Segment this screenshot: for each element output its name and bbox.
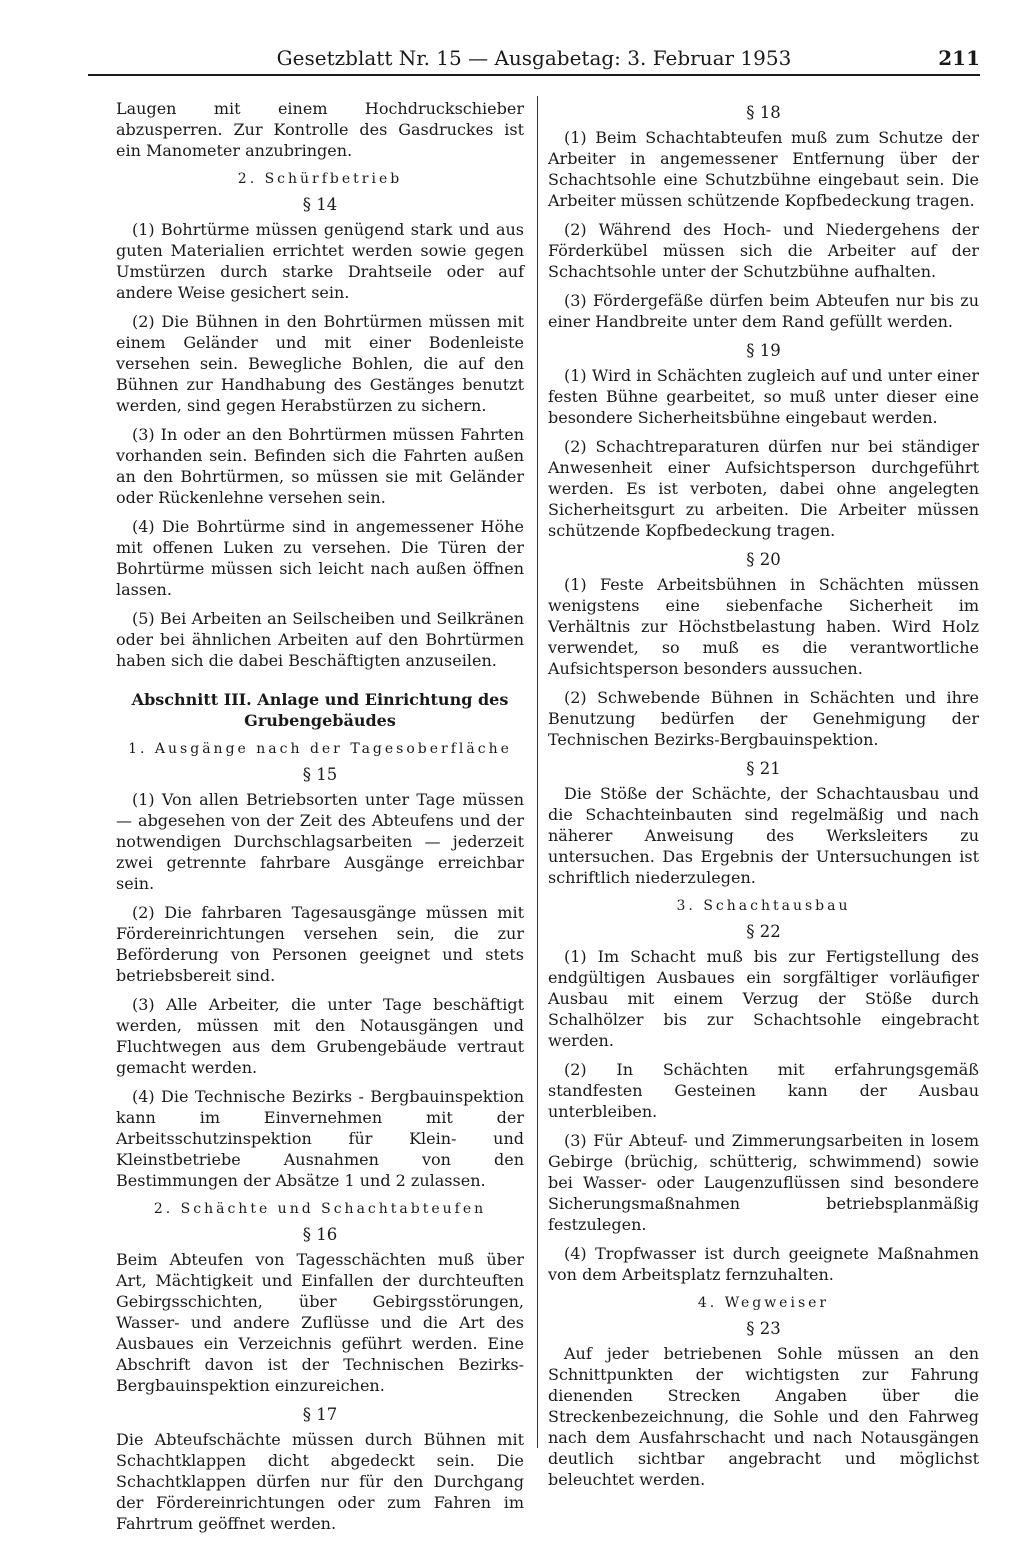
abschnitt-3-line-1: Abschnitt III. Anlage und Einrichtung des: [131, 690, 509, 709]
column-divider: [537, 96, 538, 1448]
right-column: [548, 98, 979, 1498]
paragraph-21: Die Stöße der Schächte, der Schachtausbau und die Schachteinbauten sind regelmäßig und nach näherer Anweisung des Werksleiters zu untersuchen. Das Ergebnis der Untersuchungen ist schriftlich niederzulegen.: [548, 784, 979, 887]
paragraph-20-1: (1) Feste Arbeitsbühnen in Schächten müssen wenigstens eine siebenfache Sicherheit im Verhältnis zur Höchstbelastung haben. Wird Holz verwendet, so muß es die verantwortliche Aufsichtsperson besonders aussuchen.: [548, 575, 979, 678]
section-21-heading: § 21: [746, 759, 781, 778]
page-number: 211: [938, 46, 980, 70]
header-rule: [88, 74, 980, 76]
page-header: [88, 44, 980, 72]
paragraph-15-2: (2) Die fahrbaren Tagesausgänge müssen mit Fördereinrichtungen versehen sein, die zur Beförderung von Personen geeignet und stets betriebsbereit sind.: [116, 903, 524, 985]
paragraph-14-5: (5) Bei Arbeiten an Seilscheiben und Seilkränen oder bei ähnlichen Arbeiten auf den Bohrtürmen haben sich die dabei Beschäftigten anzuseilen.: [116, 609, 524, 670]
section-20-heading: § 20: [746, 550, 781, 569]
abschnitt-3-heading: [116, 689, 524, 731]
paragraph-continuation: Laugen mit einem Hochdruckschieber abzusperren. Zur Kontrolle des Gasdruckes ist ein Manometer anzubringen.: [116, 99, 524, 160]
subheading-wegweiser: 4. Wegweiser: [697, 1295, 830, 1311]
header-title: Gesetzblatt Nr. 15 — Ausgabetag: 3. Februar 1953: [276, 46, 792, 70]
section-19-heading: § 19: [746, 341, 781, 360]
paragraph-19-2: (2) Schachtreparaturen dürfen nur bei ständiger Anwesenheit einer Aufsichtsperson durchgeführt werden. Es ist verboten, dabei ohne angelegten Sicherheitsgurt zu arbeiten. Die Arbeiter müssen schützende Kopfbedeckung tragen.: [548, 437, 979, 540]
paragraph-14-2: (2) Die Bühnen in den Bohrtürmen müssen mit einem Geländer und mit einer Bodenleiste versehen sein. Bewegliche Bohlen, die auf den Bühnen zur Handhabung des Gestänges benutzt werden, sind gegen Herabstürzen zu sichern.: [116, 312, 524, 415]
paragraph-22-3: (3) Für Abteuf- und Zimmerungsarbeiten in losem Gebirge (brüchig, schütterig, schwimmend) sowie bei Wasser- oder Laugenzuflüssen sind besondere Sicherungsmaßnahmen betriebsplanmäßig festzulegen.: [548, 1131, 979, 1234]
paragraph-22-2: (2) In Schächten mit erfahrungsgemäß standfesten Gesteinen kann der Ausbau unterbleiben.: [548, 1060, 979, 1121]
section-14-heading: § 14: [302, 195, 338, 214]
paragraph-22-4: (4) Tropfwasser ist durch geeignete Maßnahmen von dem Arbeitsplatz fernzuhalten.: [548, 1244, 979, 1284]
section-18-heading: § 18: [746, 103, 781, 122]
subheading-schuerfbetrieb: 2. Schürfbetrieb: [237, 171, 403, 187]
paragraph-15-1: (1) Von allen Betriebsorten unter Tage müssen — abgesehen von der Zeit des Abteufens und der notwendigen Durchschlagsarbeiten — jederzeit zwei getrennte fahrbare Ausgänge erreichbar sein.: [116, 790, 524, 893]
section-17-heading: § 17: [302, 1405, 338, 1424]
section-22-heading: § 22: [746, 922, 781, 941]
paragraph-18-1: (1) Beim Schachtabteufen muß zum Schutze der Arbeiter in angemessener Entfernung über der Schachtsohle eine Schutzbühne eingebaut sein. Die Arbeiter müssen schützende Kopfbedeckung tragen.: [548, 128, 979, 210]
paragraph-15-4: (4) Die Technische Bezirks - Bergbauinspektion kann im Einvernehmen mit der Arbeitsschutzinspektion für Klein- und Kleinstbetriebe Ausnahmen von den Bestimmungen der Absätze 1 und 2 zulassen.: [116, 1087, 524, 1190]
paragraph-14-3: (3) In oder an den Bohrtürmen müssen Fahrten vorhanden sein. Befinden sich die Fahrten außen an den Bohrtürmen, so müssen sie mit Geländer oder Rückenlehne versehen sein.: [116, 425, 524, 507]
paragraph-14-1: (1) Bohrtürme müssen genügend stark und aus guten Materialien errichtet werden sowie gegen Umstürzen durch starke Drahtseile oder auf andere Weise gesichert sein.: [116, 220, 524, 302]
section-15-heading: § 15: [302, 765, 338, 784]
paragraph-18-2: (2) Während des Hoch- und Niedergehens der Förderkübel müssen sich die Arbeiter auf der Schachtsohle unter der Schutzbühne aufhalten.: [548, 220, 979, 281]
paragraph-19-1: (1) Wird in Schächten zugleich auf und unter einer festen Bühne gearbeitet, so muß unter dieser eine besondere Sicherheitsbühne eingebaut werden.: [548, 366, 979, 427]
subheading-ausgaenge: 1. Ausgänge nach der Tagesoberfläche: [128, 741, 512, 757]
subheading-schachtausbau: 3. Schachtausbau: [676, 898, 851, 914]
abschnitt-3-line-2: Grubengebäudes: [244, 711, 396, 730]
subheading-schaechte: 2. Schächte und Schachtabteufen: [153, 1201, 487, 1217]
paragraph-18-3: (3) Fördergefäße dürfen beim Abteufen nur bis zu einer Handbreite unter dem Rand gefüllt werden.: [548, 291, 979, 331]
paragraph-15-3: (3) Alle Arbeiter, die unter Tage beschäftigt werden, müssen mit den Notausgängen und Fluchtwegen aus dem Grubengebäude vertraut gemacht werden.: [116, 995, 524, 1077]
section-23-heading: § 23: [746, 1319, 781, 1338]
paragraph-16: Beim Abteufen von Tagesschächten muß über Art, Mächtigkeit und Einfallen der durchteuften Gebirgsschichten, über Gebirgsstörungen, Wasser- und andere Zuflüsse und die Art des Ausbaues ein Verzeichnis geführt werden. Eine Abschrift davon ist der Technischen Bezirks-Bergbauinspektion einzureichen.: [116, 1250, 524, 1395]
section-16-heading: § 16: [302, 1225, 338, 1244]
left-column: [116, 98, 524, 1542]
paragraph-14-4: (4) Die Bohrtürme sind in angemessener Höhe mit offenen Luken zu versehen. Die Türen der Bohrtürme müssen sich leicht nach außen öffnen lassen.: [116, 517, 524, 599]
paragraph-17: Die Abteufschächte müssen durch Bühnen mit Schachtklappen dicht abgedeckt sein. Die Schachtklappen dürfen nur für den Durchgang der Fördereinrichtungen oder zum Fahren im Fahrtrum geöffnet werden.: [116, 1430, 524, 1533]
paragraph-23: Auf jeder betriebenen Sohle müssen an den Schnittpunkten der wichtigsten zur Fahrung dienenden Strecken Angaben über die Streckenbezeichnung, die Sohle und den Fahrweg nach dem Ausfahrschacht und nach Notausgängen deutlich sichtbar angebracht und möglichst beleuchtet werden.: [548, 1344, 979, 1489]
paragraph-20-2: (2) Schwebende Bühnen in Schächten und ihre Benutzung bedürfen der Genehmigung der Technischen Bezirks-Bergbauinspektion.: [548, 688, 979, 749]
paragraph-22-1: (1) Im Schacht muß bis zur Fertigstellung des endgültigen Ausbaues ein sorgfältiger vorläufiger Ausbau mit einem Verzug der Stöße durch Schalhölzer bis zur Schachtsohle eingebracht werden.: [548, 947, 979, 1050]
